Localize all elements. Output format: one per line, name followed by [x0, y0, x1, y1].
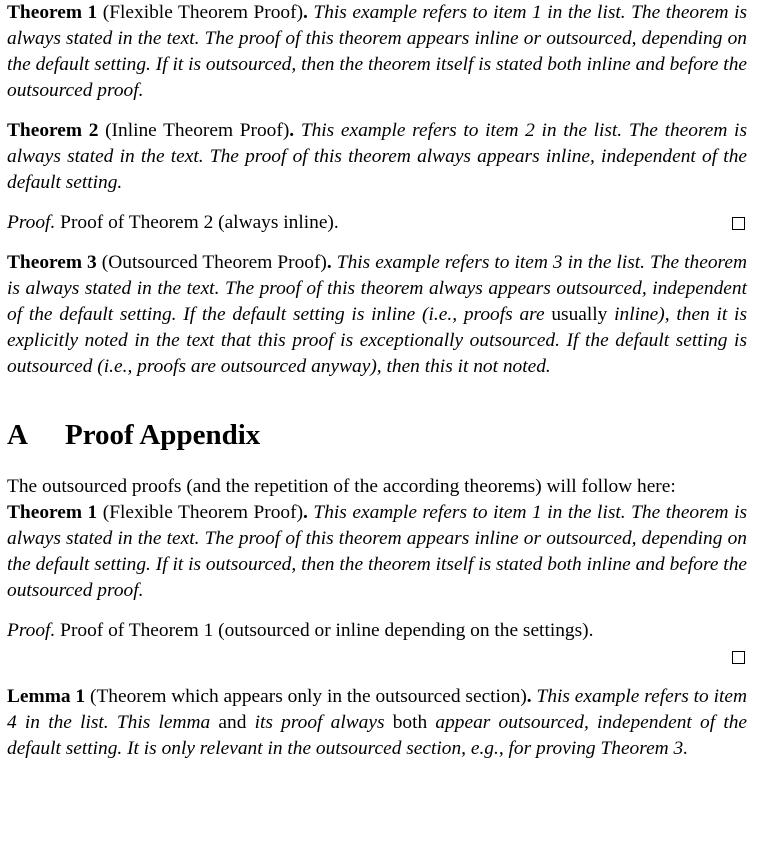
lemma-body-part-a: This example refers to item 4 in the list. This lemma: [7, 686, 747, 733]
proof-theorem-2: [7, 210, 747, 236]
theorem-body: This example refers to item 1 in the list. The theorem is always stated in the text. The proof of this theorem appears inline or outsourced, depending on the default setting. If it is outsourced, then the theorem itself is stated both inline and before the outsourced proof.: [7, 2, 748, 101]
theorem-body: This example refers to item 2 in the list. The theorem is always stated in the text. The proof of this theorem always appears inline, independent of the default setting.: [7, 120, 747, 193]
lemma-body-emphasis-1: and: [218, 712, 247, 733]
lemma-label: Lemma 1: [7, 686, 86, 707]
theorem-title: (Inline Theorem Proof): [105, 120, 290, 141]
lemma-1: [7, 684, 747, 762]
proof-text: Proof of Theorem 2 (always inline).: [60, 212, 339, 233]
theorem-title: (Flexible Theorem Proof): [102, 2, 304, 23]
theorem-label: Theorem 2: [7, 120, 99, 141]
theorem-title: (Flexible Theorem Proof): [102, 502, 304, 523]
section-number: A: [7, 419, 28, 451]
theorem-title: (Outsourced Theorem Proof): [101, 252, 327, 273]
proof-label: Proof.: [7, 212, 56, 233]
theorem-3: [7, 250, 747, 380]
proof-text: Proof of Theorem 1 (outsourced or inline depending on the settings).: [60, 620, 594, 641]
theorem-dot: .: [303, 502, 308, 523]
lemma-title: (Theorem which appears only in the outsourced section): [89, 686, 527, 707]
lemma-body-part-c: appear outsourced, independent of the default setting. It is only relevant in the outsourced section, e.g., for proving Theorem 3.: [7, 712, 748, 759]
theorem-2: [7, 118, 747, 196]
theorem-label: Theorem 1: [7, 2, 98, 23]
qed-square-icon: [732, 217, 745, 230]
theorem-body-part-b: inline), then it is explicitly noted in the text that this proof is exceptionally outsourced. If the default setting is outsourced (i.e., proofs are outsourced anyway), then this it not noted.: [7, 304, 747, 377]
lemma-body-emphasis-2: both: [392, 712, 428, 733]
section-title: Proof Appendix: [65, 419, 261, 451]
proof-label: Proof.: [7, 620, 56, 641]
document-page: [7, 0, 747, 776]
theorem-body-emphasis: usually: [551, 304, 608, 325]
lemma-dot: .: [526, 686, 532, 707]
theorem-label: Theorem 3: [7, 252, 97, 273]
theorem-dot: .: [326, 252, 332, 273]
theorem-dot: .: [303, 2, 308, 23]
proof-theorem-1: [7, 618, 747, 670]
theorem-1: [7, 0, 747, 104]
theorem-body-part-a: This example refers to item 3 in the list. The theorem is always stated in the text. The proof of this theorem always appears outsourced, independent of the default setting. If the default setting is inline (i.e., proofs are: [7, 252, 747, 325]
section-heading: [7, 418, 747, 452]
theorem-body: This example refers to item 1 in the list. The theorem is always stated in the text. The proof of this theorem appears inline or outsourced, depending on the default setting. If it is outsourced, then the theorem itself is stated both inline and before the outsourced proof.: [7, 502, 748, 601]
theorem-dot: .: [289, 120, 295, 141]
theorem-1-repeat: [7, 500, 747, 604]
lemma-body-part-b: its proof always: [246, 712, 393, 733]
qed-square-icon: [732, 651, 745, 664]
theorem-label: Theorem 1: [7, 502, 98, 523]
appendix-intro: The outsourced proofs (and the repetition of the according theorems) will follow here:: [7, 476, 676, 497]
